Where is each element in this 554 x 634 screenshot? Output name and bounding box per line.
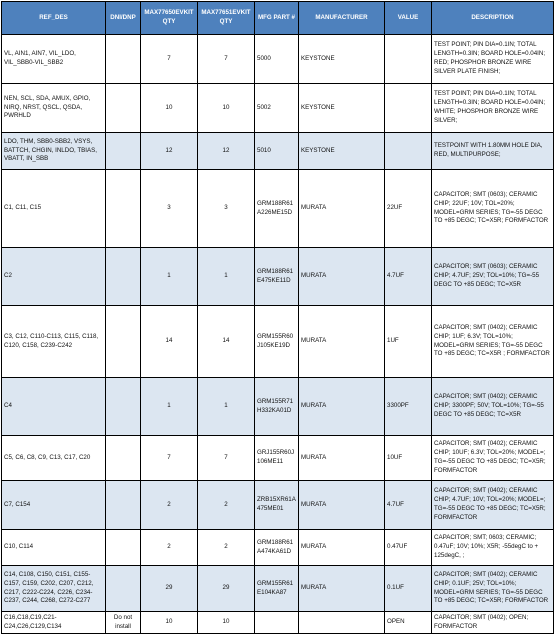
manufacturer-cell: MURATA [299,530,385,566]
description-cell: CAPACITOR; SMT (0603); CERAMIC CHIP; 22UF; 10V; TOL=20%; MODEL=GRM SERIES; TG=-55 DEGC TO +85 DEGC; TC=X5R; FORMFACTOR [432,170,554,248]
value-cell: 0.1UF [385,566,432,612]
value-cell: 1UF [385,306,432,378]
value-cell: 3300PF [385,378,432,436]
value-cell [385,84,432,133]
mfg-part-cell: ZRB15XR61A475ME01 [255,481,299,530]
table-row [2,170,554,248]
dni-cell [106,530,141,566]
ref-des-cell: LDO, THM, SBB0-SBB2, VSYS, BATTCH, CHGIN, INLDO, TBIAS, VBATT, IN_SBB [2,133,106,170]
max77650-qty-cell: 10 [141,84,198,133]
max77651-qty-cell: 7 [198,436,255,481]
dni-cell [106,378,141,436]
ref-des-cell: C2 [2,248,106,306]
table-row [2,436,554,481]
manufacturer-cell: KEYSTONE [299,35,385,84]
dni-cell [106,35,141,84]
description-cell: CAPACITOR; SMT (0402); CERAMIC CHIP; 3300PF; 50V; TOL=10%; TG=-55 DEGC TO +85 DEGC; TC=X5R [432,378,554,436]
description-cell: CAPACITOR; SMT (0402); OPEN; FORMFACTOR [432,612,554,634]
ref-des-cell: C3, C12, C110-C113, C115, C118, C120, C158, C239-C242 [2,306,106,378]
max77651-qty-cell: 10 [198,84,255,133]
dni-cell [106,170,141,248]
table-row [2,378,554,436]
bill-of-materials-table [1,1,554,634]
ref-des-cell: C1, C11, C15 [2,170,106,248]
ref-des-cell: NEN, SCL, SDA, AMUX, GPIO, NIRQ, NRST, QSCL, QSDA, PWRHLD [2,84,106,133]
mfg-part-cell: 5002 [255,84,299,133]
table-row [2,35,554,84]
manufacturer-cell: MURATA [299,248,385,306]
max77650-qty-cell: 2 [141,481,198,530]
column-header-mfg-part: MFG PART # [255,2,299,35]
description-cell: TEST POINT; PIN DIA=0.1IN; TOTAL LENGTH=0.3IN; BOARD HOLE=0.04IN; WHITE; PHOSPHOR BRONZE WIRE SILVER; [432,84,554,133]
value-cell: 10UF [385,436,432,481]
dni-cell: Do not install [106,612,141,634]
column-header-max77650-qty: MAX77650EVKIT QTY [141,2,198,35]
column-header-ref-des: REF_DES [2,2,106,35]
value-cell: 4.7UF [385,248,432,306]
max77651-qty-cell: 1 [198,248,255,306]
manufacturer-cell: KEYSTONE [299,84,385,133]
mfg-part-cell: 5010 [255,133,299,170]
manufacturer-cell: MURATA [299,566,385,612]
manufacturer-cell: MURATA [299,306,385,378]
column-header-dni-dnp: DNI/DNP [106,2,141,35]
table-row [2,481,554,530]
max77651-qty-cell: 2 [198,530,255,566]
ref-des-cell: C16,C18,C19,C21-C24,C26,C129,C134 [2,612,106,634]
mfg-part-cell: 5000 [255,35,299,84]
description-cell: CAPACITOR; SMT; 0603; CERAMIC; 0.47uF; 10V; 10%; X5R; -55degC to + 125degC, ; [432,530,554,566]
mfg-part-cell: GRJ155R60J106ME11 [255,436,299,481]
max77650-qty-cell: 1 [141,378,198,436]
max77650-qty-cell: 1 [141,248,198,306]
max77650-qty-cell: 3 [141,170,198,248]
table-row [2,248,554,306]
max77650-qty-cell: 12 [141,133,198,170]
description-cell: CAPACITOR; SMT (0402); CERAMIC CHIP; 1UF; 6.3V; TOL=10%; MODEL=GRM SERIES; TG=-55 DEGC TO +85 DEGC; TC=X5R ; FORMFACTOR [432,306,554,378]
max77651-qty-cell: 29 [198,566,255,612]
manufacturer-cell: MURATA [299,378,385,436]
ref-des-cell: C5, C6, C8, C9, C13, C17, C20 [2,436,106,481]
manufacturer-cell: MURATA [299,481,385,530]
max77651-qty-cell: 7 [198,35,255,84]
manufacturer-cell: KEYSTONE [299,133,385,170]
column-header-max77651-qty: MAX77651EVKIT QTY [198,2,255,35]
max77651-qty-cell: 10 [198,612,255,634]
description-cell: TESTPOINT WITH 1.80MM HOLE DIA, RED, MULTIPURPOSE; [432,133,554,170]
table-row [2,566,554,612]
dni-cell [106,84,141,133]
description-cell: CAPACITOR; SMT (0402); CERAMIC CHIP; 4.7UF; 10V; TOL=20%; MODEL=; TG=-55 DEGC TO +85 DEGC; TC=X5R; FORMFACTOR [432,481,554,530]
description-cell: CAPACITOR; SMT (0603); CERAMIC CHIP; 4.7UF; 25V; TOL=10%; TG=-55 DEGC TO +85 DEGC; TC=X5R [432,248,554,306]
max77650-qty-cell: 10 [141,612,198,634]
dni-cell [106,133,141,170]
description-cell: CAPACITOR; SMT (0402); CERAMIC CHIP; 10UF; 6.3V; TOL=20%; MODEL=; TG=-55 DEGC TO +85 DEGC; TC=X5R; FORMFACTOR [432,436,554,481]
table-row [2,612,554,634]
max77651-qty-cell: 2 [198,481,255,530]
manufacturer-cell [299,612,385,634]
dni-cell [106,481,141,530]
ref-des-cell: C7, C154 [2,481,106,530]
description-cell: CAPACITOR; SMT (0402); CERAMIC CHIP; 0.1UF; 25V; TOL=10%; MODEL=GRM SERIES; TG=-55 DEGC TO +85 DEGC; TC=X5R; FORMFACTOR [432,566,554,612]
mfg-part-cell: GRM188R61E475KE11D [255,248,299,306]
mfg-part-cell: GRM155R71H332KA01D [255,378,299,436]
max77650-qty-cell: 7 [141,35,198,84]
ref-des-cell: C14, C108, C150, C151, C155-C157, C159, C202, C207, C212, C217, C222-C224, C226, C234-C237, C244, C268, C272-C277 [2,566,106,612]
value-cell [385,133,432,170]
table-row [2,133,554,170]
description-cell: TEST POINT; PIN DIA=0.1IN; TOTAL LENGTH=0.3IN; BOARD HOLE=0.04IN; RED; PHOSPHOR BRONZE WIRE SILVER PLATE FINISH; [432,35,554,84]
mfg-part-cell: GRM188R61A474KA61D [255,530,299,566]
max77650-qty-cell: 14 [141,306,198,378]
header-row [2,2,554,35]
value-cell: 4.7UF [385,481,432,530]
max77650-qty-cell: 2 [141,530,198,566]
table-row [2,530,554,566]
bom-table-container [1,1,554,634]
value-cell: 0.47UF [385,530,432,566]
max77651-qty-cell: 1 [198,378,255,436]
value-cell: 22UF [385,170,432,248]
max77651-qty-cell: 3 [198,170,255,248]
table-row [2,306,554,378]
mfg-part-cell [255,612,299,634]
manufacturer-cell: MURATA [299,170,385,248]
dni-cell [106,306,141,378]
max77650-qty-cell: 7 [141,436,198,481]
column-header-manufacturer: MANUFACTURER [299,2,385,35]
ref-des-cell: VL, AIN1, AIN7, VIL_LDO, VIL_SBB0-VIL_SBB2 [2,35,106,84]
max77651-qty-cell: 14 [198,306,255,378]
dni-cell [106,566,141,612]
mfg-part-cell: GRM155R61E104KA87 [255,566,299,612]
ref-des-cell: C10, C114 [2,530,106,566]
max77650-qty-cell: 29 [141,566,198,612]
value-cell: OPEN [385,612,432,634]
dni-cell [106,436,141,481]
value-cell [385,35,432,84]
ref-des-cell: C4 [2,378,106,436]
mfg-part-cell: GRM188R61A226ME15D [255,170,299,248]
dni-cell [106,248,141,306]
column-header-description: DESCRIPTION [432,2,554,35]
column-header-value: VALUE [385,2,432,35]
manufacturer-cell: MURATA [299,436,385,481]
mfg-part-cell: GRM155R60J105KE19D [255,306,299,378]
table-row [2,84,554,133]
max77651-qty-cell: 12 [198,133,255,170]
